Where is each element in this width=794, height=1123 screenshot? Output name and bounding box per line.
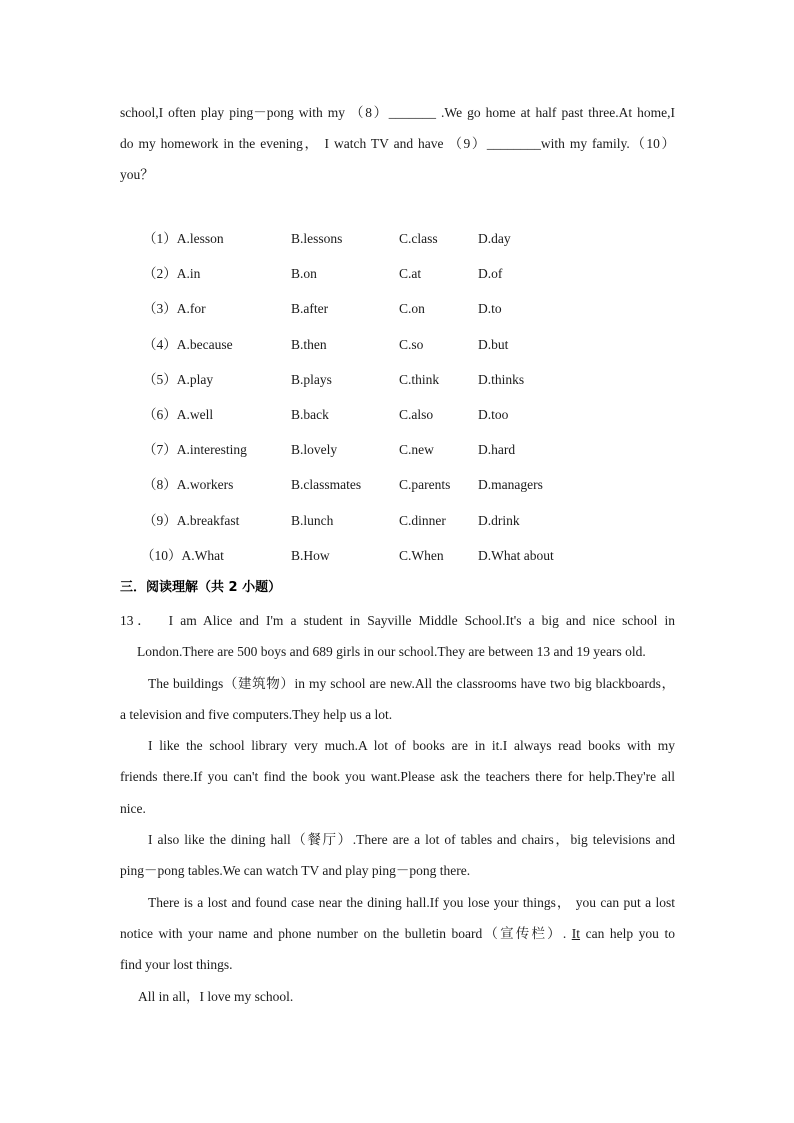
- passage-line: ping－pong tables.We can watch TV and play ping－pong there.: [120, 863, 471, 879]
- option-c: C.think: [399, 371, 440, 387]
- option-a: （2）A.in: [143, 266, 201, 282]
- option-c: C.on: [399, 301, 425, 317]
- option-d: D.too: [478, 406, 509, 422]
- option-c: C.also: [399, 406, 434, 422]
- option-c: C.at: [399, 266, 422, 282]
- option-d: D.of: [478, 266, 503, 282]
- option-a: （1）A.lesson: [143, 231, 224, 246]
- passage-line: [120, 605, 675, 636]
- intro-line: school,I often play ping－pong with my （8）_______ .We go home at half past three.At home,I: [120, 105, 675, 120]
- option-c: C.new: [399, 442, 434, 458]
- option-a: （6）A.well: [143, 406, 214, 422]
- option-d: D.drink: [478, 512, 520, 528]
- cloze-passage-end: [120, 97, 675, 190]
- option-d: D.to: [478, 301, 502, 317]
- option-a: （4）A.because: [143, 336, 233, 352]
- option-c: C.class: [399, 231, 438, 246]
- passage-line: There is a lost and found case near the dining hall.If you lose your things， you can put a lost: [148, 894, 675, 910]
- option-c: C.so: [399, 336, 424, 352]
- option-b: B.then: [291, 336, 327, 352]
- option-b: B.lessons: [291, 231, 343, 246]
- passage-line: [120, 918, 675, 949]
- option-b: B.after: [291, 301, 329, 317]
- option-d: D.thinks: [478, 371, 525, 387]
- option-b: B.back: [291, 406, 329, 422]
- option-a: （7）A.interesting: [143, 442, 247, 458]
- option-b: B.lunch: [291, 512, 334, 528]
- passage-text: notice with your name and phone number on the bulletin board（宣传栏）.: [120, 925, 567, 941]
- passage-line: I also like the dining hall（餐厅）.There are a lot of tables and chairs，big televisions and: [148, 832, 675, 848]
- option-b: B.lovely: [291, 442, 338, 458]
- option-d: D.What about: [478, 547, 554, 563]
- passage-line: All in all，I love my school.: [138, 988, 294, 1004]
- option-a: （9）A.breakfast: [143, 512, 240, 528]
- passage-text: can help you to: [585, 925, 675, 941]
- option-b: B.plays: [291, 371, 332, 387]
- option-b: B.How: [291, 547, 330, 563]
- option-d: D.managers: [478, 477, 543, 493]
- option-b: B.on: [291, 266, 317, 282]
- passage-line: The buildings（建筑物）in my school are new.All the classrooms have two big blackboards，: [148, 675, 675, 691]
- option-c: C.When: [399, 547, 444, 563]
- passage-line: friends there.If you can't find the book you want.Please ask the teachers there for help.They're all: [120, 769, 675, 785]
- option-d: D.hard: [478, 442, 516, 458]
- option-c: C.dinner: [399, 512, 446, 528]
- underlined-word: It: [571, 925, 581, 941]
- option-b: B.classmates: [291, 477, 362, 493]
- option-a: （8）A.workers: [143, 477, 234, 493]
- intro-line: do my homework in the evening， I watch TV and have （9）________with my family.（10）: [120, 136, 675, 151]
- option-a: （5）A.play: [143, 371, 214, 387]
- section-title: 三．阅读理解（共 2 小题）: [120, 580, 282, 595]
- reading-passage: [120, 605, 675, 1012]
- passage-text: I am Alice and I'm a student in Sayville Middle School.It's a big and nice school in: [168, 613, 676, 628]
- passage-line: a television and five computers.They help us a lot.: [120, 706, 393, 722]
- question-number: 13．: [120, 613, 155, 628]
- option-a: （3）A.for: [143, 301, 206, 317]
- passage-line: nice.: [120, 800, 146, 816]
- option-a: （10）A.What: [141, 547, 224, 563]
- passage-line: I like the school library very much.A lot of books are in it.I always read books with my: [148, 738, 675, 754]
- intro-line: you？: [120, 167, 154, 182]
- passage-line: find your lost things.: [120, 957, 233, 973]
- passage-line: London.There are 500 boys and 689 girls in our school.They are between 13 and 19 years old.: [137, 644, 646, 660]
- option-c: C.parents: [399, 477, 451, 493]
- option-d: D.day: [478, 231, 511, 246]
- option-d: D.but: [478, 336, 509, 352]
